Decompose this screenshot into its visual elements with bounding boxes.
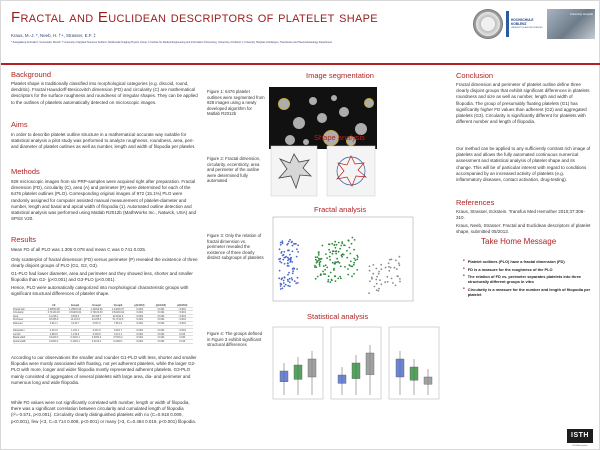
- results-p2: Only scatterplot of fractal dimension (FD) versus perimeter (P) revealed the existence of three clearly disjoint groups of PLO (G1, G2, G3).: [11, 257, 198, 269]
- isth-logo-subtitle: 2013 Amsterdam: [572, 445, 588, 447]
- results-p4: Hence, PLO were automatically categorized into morphological characteristic groups with significant structural differences of platelet shape.: [11, 285, 189, 297]
- boxplot-box: [366, 353, 374, 375]
- scatter-point: [376, 276, 378, 278]
- scatter-point: [292, 272, 294, 274]
- scatter-point: [287, 274, 289, 276]
- scatter-point: [328, 249, 330, 251]
- scatter-point: [322, 245, 324, 247]
- isth-logo: ISTH: [567, 429, 593, 443]
- scatter-point: [352, 237, 354, 239]
- scatter-point: [325, 264, 327, 266]
- scatter-point: [288, 250, 290, 252]
- results-p6: While FD values were not significantly correlated with number, length or width of filopodia, there was a significant correlation between circularity and cumulated length of filopodia (r²=-0.571, p<0.001). Circularity clearly distinguished platelets with no (C=0.918 0.009, p<0.001), few (<3, C=0.714 0.008, p<0.001) or many (>3, C=0.484 0.019, p<0.001) filopodia.: [11, 400, 197, 424]
- boxplot-box: [352, 363, 360, 379]
- scatter-point: [297, 251, 299, 253]
- table-row: Filopodia n 2.4±1.9 1.2±1.1 3.4±1.8 6.9±2.7 <0.001 <0.001 <0.001: [13, 329, 193, 333]
- scatter-point: [381, 268, 383, 270]
- scatter-point: [349, 247, 351, 249]
- results-p5: According to our observations the smaller and rounder G1-PLO with less, shorter and smaller filopodia were mostly associated with floating, not yet adherent platelets, while the larger G2-PLO with more, longer and wider filopodia mostly represented adherent platelets. G3-PLO mainly consisted of aggregates of several platelets with large area, dia- and perimeter and numerous long and wide filopodia.: [11, 355, 197, 385]
- reference-1: Kraus, Strasser, Eckstein. Transfus Med Hemother 2010;37:306-310.: [456, 209, 585, 221]
- scatter-point: [339, 276, 341, 278]
- scatter-point: [335, 247, 337, 249]
- scatter-point: [391, 259, 393, 261]
- scatter-point: [284, 263, 286, 265]
- scatter-point: [347, 268, 349, 270]
- table-row: All Group1 Group2 Group3 p(G1/G2) p(G1/G3) p(G2/G3): [13, 304, 193, 308]
- scatter-point: [369, 270, 371, 272]
- affiliations: * Zweigdalerg Ambulanz, Gruenwald, Munich † University of Applied Sciences Koblenz, Multimodal Imaging Physics Group ‡ Institute for Medical Engineering and Information Processing, University of Koblenz ‡ University Hospital of Erlangen, Transfusion and Haemostaseology Department: [11, 41, 332, 44]
- scatter-point: [279, 258, 281, 260]
- scatter-point: [291, 261, 293, 263]
- logo-strip: [473, 7, 595, 41]
- scatter-point: [334, 275, 336, 277]
- scatter-point: [348, 264, 350, 266]
- scatter-point: [356, 255, 358, 257]
- scatter-point: [279, 248, 281, 250]
- scatter-point: [316, 262, 318, 264]
- results-p3: G1-PLO had lower diameter, area and perimeter and they showed less, shorter and smaller filopodia than G2- (p<0.001) and G3-PLO (p<0.001).: [11, 271, 193, 283]
- scatter-point: [399, 264, 401, 266]
- scatter-point: [353, 262, 355, 264]
- scatter-point: [336, 258, 338, 260]
- poster-header: [1, 1, 600, 65]
- table-row: Circularity 0.741±0.03 0.812±0.02 0.701±0.03 0.612±0.04 <0.001 <0.001 <0.001: [13, 311, 193, 315]
- scatter-point: [353, 273, 355, 275]
- scatter-point: [284, 276, 286, 278]
- scatter-point: [378, 271, 380, 273]
- scatter-point: [380, 264, 382, 266]
- scatter-point: [355, 259, 357, 261]
- table-row: Area 14.2±6.1 9.8±3.2 18.4±5.7 42.6±11.3 <0.001 <0.001 <0.001: [13, 315, 193, 319]
- scatter-point: [379, 279, 381, 281]
- scatter-point: [295, 282, 297, 284]
- scatter-point: [328, 279, 330, 281]
- scatter-point: [290, 257, 292, 259]
- platelet-cell: [293, 117, 305, 129]
- scatter-point: [328, 275, 330, 277]
- scatter-point: [384, 281, 386, 283]
- take-home-title: Take Home Message: [481, 237, 557, 246]
- aims-text: In order to describe platelet outline structure in a mathematical accurate way suitable for statistical analysis a pilot study was performed to analyze roughness, roundness, area, peri- and diameter of platelet outlines as well as number, length and width of filopodia per platelet.: [11, 132, 196, 150]
- scatter-point: [325, 253, 327, 255]
- scatter-point: [340, 245, 342, 247]
- scatter-point: [315, 256, 317, 258]
- scatter-point: [291, 279, 293, 281]
- scatter-point: [341, 256, 343, 258]
- scatter-point: [396, 275, 398, 277]
- boxplot-box: [424, 377, 432, 384]
- scatter-point: [331, 279, 333, 281]
- scatter-point: [289, 285, 291, 287]
- methods-text: 928 microscopic images from six PRP-samples were acquired right after preparation. Fractal dimension (FD), circularity (C), area (A) and perimeter (P) were determined for each of the 6476 platelet outlines (PLO). Corresponding original images of 972 (15.1%) PLO were randomly assigned for computer assisted manual measurement of platelet-diameter and number, length and basal and apical width of filopodia (1). Automated outline detection and statistical analysis was performed using Matlab R2012b (MathWorks Inc., Natwick, USA) and SPSS V20.: [11, 179, 196, 222]
- figure-2-caption: Figure 2: Fractal dimension, circularity, eccentricity, area and perimeter of the outline were determined fully automated: [207, 156, 261, 184]
- scatter-point: [386, 276, 388, 278]
- logo-text-1: HOCHSCHULE: [511, 18, 534, 22]
- table-row: Diameter 3.9±1.1 3.1±0.7 4.6±1.0 7.8±1.9 <0.001 <0.001 <0.001: [13, 322, 193, 326]
- scatter-point: [290, 260, 292, 262]
- scatter-point: [347, 274, 349, 276]
- scatter-point: [297, 277, 299, 279]
- conclusion-title: Conclusion: [456, 71, 494, 80]
- scatter-point: [292, 251, 294, 253]
- boxplot-box: [396, 359, 404, 377]
- scatter-point: [315, 278, 317, 280]
- scatter-point: [296, 248, 298, 250]
- table-row: Length 1.8±0.9 1.1±0.6 2.3±0.8 3.1±1.1 <0.001 <0.001 0.012: [13, 333, 193, 337]
- scatter-point: [287, 280, 289, 282]
- scatter-point: [375, 279, 377, 281]
- scatter-point: [344, 245, 346, 247]
- scatter-point: [346, 257, 348, 259]
- scatter-point: [289, 278, 291, 280]
- scatter-point: [396, 268, 398, 270]
- scatter-point: [317, 276, 319, 278]
- image-segmentation-title: Image segmentation: [306, 71, 374, 80]
- scatter-point: [283, 251, 285, 253]
- scatter-point: [287, 265, 289, 267]
- scatter-point: [336, 244, 338, 246]
- scatter-point: [323, 273, 325, 275]
- references-title: References: [456, 198, 495, 207]
- scatter-point: [294, 243, 296, 245]
- scatter-point: [285, 284, 287, 286]
- conclusion-p2: Our method can be applied to any sufficiently contrast rich image of platelets and allows the fully automated continuous numerical assessment and statistical analysis of platelet shape and its change. This will be of particular interest with regard to conditions accompanied by an increased activity of platelets (e.g. inflammatory diseases, contact activation, drug-testing).: [456, 146, 591, 183]
- scatter-point: [329, 281, 331, 283]
- scatter-point: [279, 270, 281, 272]
- scatter-point: [329, 256, 331, 258]
- scatter-point: [369, 280, 371, 282]
- scatter-point: [353, 258, 355, 260]
- scatter-point: [353, 264, 355, 266]
- scatter-point: [281, 278, 283, 280]
- scatter-point: [335, 251, 337, 253]
- scatter-point: [324, 269, 326, 271]
- boxplot-box: [338, 375, 346, 383]
- table-row: Fractal dim. 1.305±0.08 1.250±0.05 1.340±0.06 1.410±0.07 <0.001 <0.001 <0.001: [13, 308, 193, 312]
- scatter-point: [282, 242, 284, 244]
- scatter-point: [385, 267, 387, 269]
- scatter-point: [394, 267, 396, 269]
- scatter-point: [297, 282, 299, 284]
- scatter-point: [368, 292, 370, 294]
- scatter-point: [353, 249, 355, 251]
- scatter-point: [378, 273, 380, 275]
- scatter-point: [281, 240, 283, 242]
- logo-text-2: KOBLENZ: [511, 22, 527, 26]
- scatter-point: [337, 278, 339, 280]
- scatter-point: [350, 261, 352, 263]
- shape-analysis-image: [269, 144, 379, 200]
- scatter-point: [333, 269, 335, 271]
- scatter-point: [280, 285, 282, 287]
- scatter-point: [314, 265, 316, 267]
- scatter-point: [334, 241, 336, 243]
- scatter-point: [297, 244, 299, 246]
- scatter-point: [319, 264, 321, 266]
- scatter-point: [336, 261, 338, 263]
- scatter-point: [395, 285, 397, 287]
- scatter-point: [319, 258, 321, 260]
- scatter-point: [319, 265, 321, 267]
- scatter-point: [287, 285, 289, 287]
- scatter-point: [288, 272, 290, 274]
- scatter-point: [322, 271, 324, 273]
- take-home-item: • Platelet outlines (PLO) have a fractal dimension (FD): [463, 258, 565, 264]
- scatter-point: [326, 267, 328, 269]
- scatter-point: [281, 251, 283, 253]
- scatter-point: [349, 253, 351, 255]
- scatter-point: [356, 258, 358, 260]
- platelet-cell: [339, 107, 349, 117]
- scatter-point: [399, 256, 401, 258]
- scatter-point: [278, 277, 280, 279]
- shape-analysis-title: Shape analysis: [314, 133, 365, 142]
- scatter-point: [334, 244, 336, 246]
- scatter-point: [334, 263, 336, 265]
- scatter-point: [392, 282, 394, 284]
- boxplot-box: [308, 359, 316, 377]
- scatter-point: [372, 273, 374, 275]
- figure-3-caption: Figure 3: Only the relation of fractal dimension vs. perimeter revealed the existence of three clearly distinct subgroups of platelets: [207, 233, 264, 261]
- background-text: Platelet shape is traditionally classified into morphological categories (e.g. discoid, round, dendritic). Fractal Hausdorff-Besicovitch dimension (FD) and circularity (C) are mathematical descriptors for the surface roughness and roundness of irregular shapes. They can be applied to the outlines of platelets automatically detected on microscopic images.: [11, 81, 198, 105]
- scatter-point: [329, 243, 331, 245]
- hochschule-logo: [506, 11, 544, 37]
- results-title: Results: [11, 235, 37, 244]
- scatter-point: [318, 254, 320, 256]
- scatter-point: [335, 253, 337, 255]
- take-home-item: • The relation of FD vs. perimeter separates platelets into three structurally different groups in vitro: [463, 273, 582, 284]
- scatter-point: [288, 241, 290, 243]
- scatter-point: [283, 285, 285, 287]
- scatter-point: [398, 262, 400, 264]
- scatter-point: [351, 275, 353, 277]
- scatter-point: [292, 270, 294, 272]
- scatter-point: [391, 278, 393, 280]
- scatter-point: [395, 260, 397, 262]
- scatter-point: [388, 266, 390, 268]
- scatter-point: [289, 281, 291, 283]
- scatter-point: [376, 289, 378, 291]
- figure-1-caption: Figure 1: 6476 platelet outlines were segmented from 928 images using a newly developed algorithm for Matlab R2012b: [207, 89, 265, 117]
- scatter-point: [326, 257, 328, 259]
- scatter-point: [374, 286, 376, 288]
- scatter-point: [372, 264, 374, 266]
- scatter-point: [339, 248, 341, 250]
- statistical-analysis-title: Statistical analysis: [307, 312, 369, 321]
- scatter-point: [341, 241, 343, 243]
- scatter-point: [296, 256, 298, 258]
- fractal-scatterplot: [267, 215, 417, 307]
- platelet-cell: [317, 113, 327, 123]
- scatter-point: [378, 288, 380, 290]
- scatter-point: [280, 244, 282, 246]
- scatter-point: [279, 261, 281, 263]
- platelet-cell: [331, 95, 337, 101]
- logo-text-3: UNIVERSITY OF APPLIED SCIENCES: [511, 27, 543, 29]
- scatter-point: [327, 281, 329, 283]
- scatter-point: [289, 254, 291, 256]
- scatter-point: [287, 262, 289, 264]
- boxplot-box: [280, 371, 288, 382]
- fractal-analysis-title: Fractal analysis: [314, 205, 367, 214]
- scatter-point: [323, 265, 325, 267]
- scatter-point: [315, 259, 317, 261]
- scatter-point: [289, 258, 291, 260]
- university-seal-logo: [473, 9, 503, 39]
- scatter-point: [399, 281, 401, 283]
- scatter-point: [351, 266, 353, 268]
- scatter-point: [375, 268, 377, 270]
- scatter-point: [284, 257, 286, 259]
- hospital-photo-logo: [547, 9, 595, 39]
- scatter-point: [283, 280, 285, 282]
- scatter-point: [287, 257, 289, 259]
- scatter-point: [356, 269, 358, 271]
- results-p1: Mean FD of all PLO was 1.305 0.078 and mean C was 0.741 0.025.: [11, 247, 147, 252]
- scatter-point: [371, 278, 373, 280]
- scatter-point: [342, 253, 344, 255]
- poster-title: Fractal and Euclidean descriptors of platelet shape: [11, 9, 378, 26]
- scatter-point: [280, 242, 282, 244]
- scatter-point: [282, 259, 284, 261]
- scatter-point: [329, 259, 331, 261]
- table-row: Perimeter 18.6±5.9 13.1±3.0 24.2±5.4 51.7±12.8 <0.001 <0.001 <0.001: [13, 318, 193, 322]
- scatter-point: [294, 280, 296, 282]
- scatter-point: [281, 284, 283, 286]
- statistical-boxplots: [267, 323, 442, 409]
- scatter-point: [338, 242, 340, 244]
- scatter-point: [296, 268, 298, 270]
- scatter-point: [282, 255, 284, 257]
- scatter-point: [340, 265, 342, 267]
- take-home-item: • Circularity is a measure for the number and length of filopodia per platelet: [463, 285, 591, 297]
- table-row: Apical width 0.18±0.1 0.14±0.1 0.21±0.1 0.24±0.1 <0.001 <0.001 0.210: [13, 340, 193, 344]
- scatter-point: [388, 262, 390, 264]
- conclusion-p1: Fractal dimension and perimeter of platelet outline define three clearly disjoint groups that exhibit significant differences in platelets roundness and size as well as number, length and width of filopodia. The group of presumably floating platelets (G1) has significantly higher FD values than adherent (G2) and aggregated platelets (G3). Circularity is significantly different for platelets with different number and length of filopodia.: [456, 82, 590, 125]
- scatter-point: [281, 262, 283, 264]
- scatter-point: [376, 283, 378, 285]
- boxplot-box: [410, 367, 418, 380]
- scatter-point: [354, 239, 356, 241]
- platelet-cell: [309, 97, 317, 105]
- scatter-point: [387, 281, 389, 283]
- scatter-point: [329, 251, 331, 253]
- scatter-point: [292, 268, 294, 270]
- scatter-point: [344, 266, 346, 268]
- scatter-point: [331, 243, 333, 245]
- scatter-point: [291, 277, 293, 279]
- scatter-point: [318, 251, 320, 253]
- authors: Kraus, M.-J. *, Neeb, H. †+, Strasser, E.F. ‡: [11, 33, 96, 38]
- scatter-point: [369, 265, 371, 267]
- aims-title: Aims: [11, 120, 28, 129]
- scatter-point: [332, 262, 334, 264]
- reference-2: Kraus, Neeb, Strasser: Fractal and Euclidean descriptors of platelet shape, submitted 05/2013.: [456, 223, 591, 235]
- scatter-point: [389, 259, 391, 261]
- methods-title: Methods: [11, 167, 40, 176]
- scatter-point: [319, 262, 321, 264]
- scatter-point: [320, 273, 322, 275]
- scatter-point: [287, 279, 289, 281]
- take-home-item: • FD is a measure for the roughness of the PLO: [463, 265, 553, 272]
- scatter-point: [316, 260, 318, 262]
- scatter-point: [333, 250, 335, 252]
- logo-photo-text: University Hospital: [569, 12, 593, 16]
- scatter-point: [348, 240, 350, 242]
- scatter-point: [330, 272, 332, 274]
- scatter-point: [380, 283, 382, 285]
- figure-4-caption: Figure 4: The groups defined in Figure 3 exhibit significant structural differences: [207, 331, 263, 348]
- scatter-point: [315, 266, 317, 268]
- scatter-point: [282, 287, 284, 289]
- scatter-point: [317, 256, 319, 258]
- platelet-cell: [279, 99, 289, 109]
- scatter-point: [332, 253, 334, 255]
- take-home-list: [463, 259, 595, 299]
- scatter-point: [289, 239, 291, 241]
- scatter-point: [378, 290, 380, 292]
- scatter-point: [291, 242, 293, 244]
- scatter-point: [292, 245, 294, 247]
- scatter-point: [346, 250, 348, 252]
- boxplot-box: [294, 365, 302, 379]
- background-title: Background: [11, 70, 52, 79]
- scatter-point: [338, 251, 340, 253]
- scatter-point: [340, 278, 342, 280]
- scatter-point: [286, 244, 288, 246]
- table-row: Basal width 0.42±0.2 0.31±0.1 0.48±0.2 0.57±0.2 <0.001 <0.001 0.034: [13, 336, 193, 340]
- scatter-point: [399, 278, 401, 280]
- scatter-point: [335, 280, 337, 282]
- results-table: [13, 304, 193, 344]
- scatter-point: [283, 282, 285, 284]
- scatter-point: [388, 270, 390, 272]
- platelet-cell: [365, 99, 373, 107]
- header-rule: [1, 63, 600, 65]
- scatter-point: [390, 267, 392, 269]
- scatter-point: [351, 243, 353, 245]
- scatter-point: [280, 288, 282, 290]
